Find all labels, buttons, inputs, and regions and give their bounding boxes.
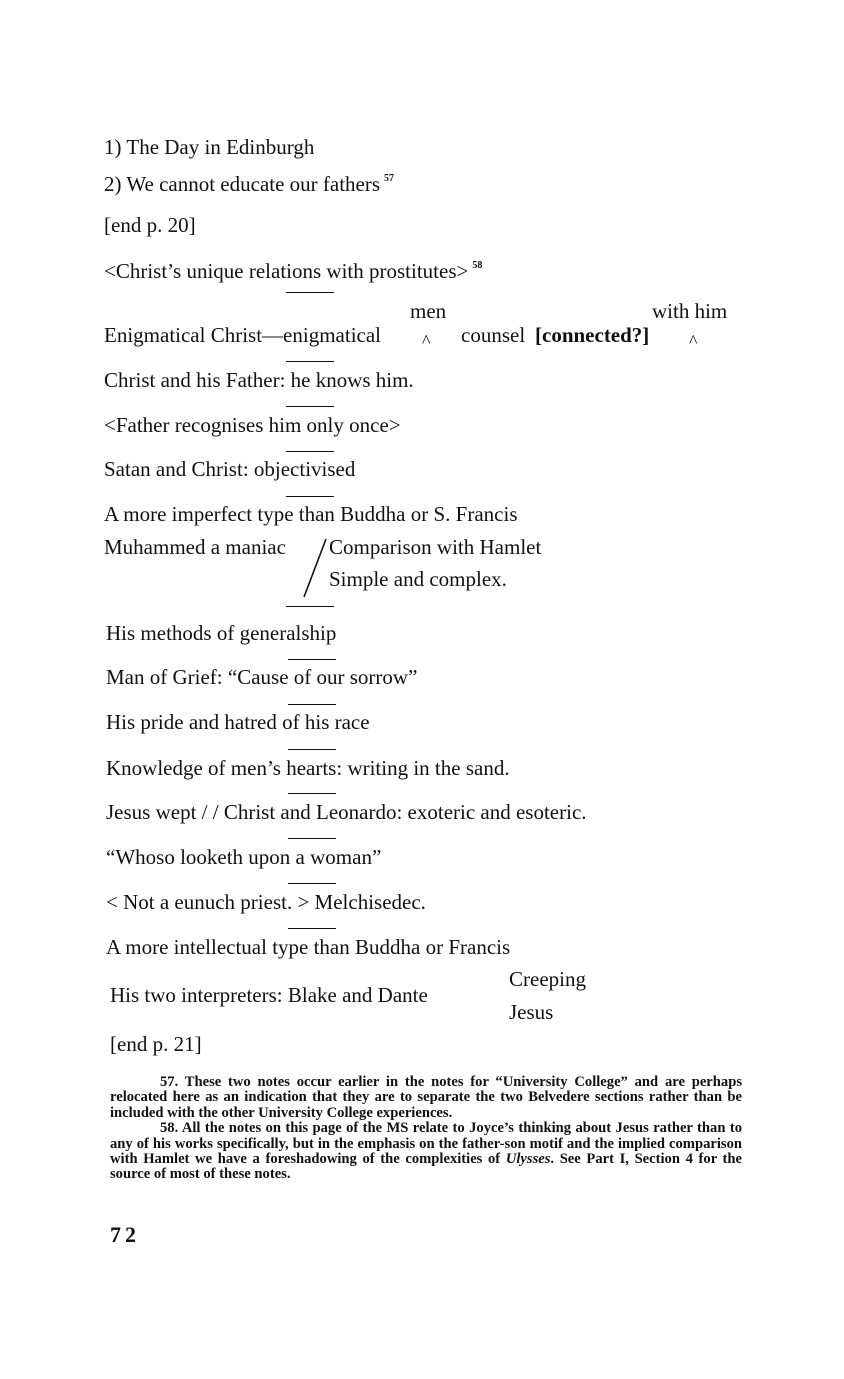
section-separator: [288, 704, 336, 705]
section-separator: [288, 883, 336, 884]
footnote-58-title: Ulysses: [505, 1151, 551, 1168]
insertion-with-him: with him: [652, 299, 728, 323]
whoso-line: “Whoso looketh upon a woman”: [106, 845, 382, 869]
father-line: Christ and his Father: he knows him.: [104, 368, 414, 392]
creeping-line: Creeping: [509, 967, 586, 991]
section-separator: [286, 606, 334, 607]
section-separator: [286, 451, 334, 452]
recognises-line: <Father recognises him only once>: [104, 413, 401, 437]
end-page-21-marker: [end p. 21]: [110, 1032, 202, 1056]
section-separator: [288, 838, 336, 839]
enigmatical-text-b: counsel: [461, 323, 526, 347]
section-separator: [288, 659, 336, 660]
caret-mark: ^: [689, 331, 698, 351]
footnote-57: 57. These two notes occur earlier in the notes for “University College” and are perhaps relocated here as an indication that they are to separate the two Belvedere sections rather than be included with the other University College experiences.: [110, 1074, 742, 1121]
editorial-query: [connected?]: [535, 323, 650, 347]
list-item-2: [104, 166, 394, 197]
slash-mark: [302, 536, 328, 600]
imperfect-line: A more imperfect type than Buddha or S. Francis: [104, 502, 518, 526]
eunuch-line: < Not a eunuch priest. > Melchisedec.: [106, 890, 426, 914]
methods-line: His methods of generalship: [106, 621, 337, 645]
footnote-ref-57: 57: [384, 173, 395, 184]
section-separator: [288, 793, 336, 794]
insertion-men: men: [410, 299, 447, 323]
list-item-1: 1) The Day in Edinburgh: [104, 135, 315, 159]
comparison-line: Comparison with Hamlet: [329, 535, 542, 559]
list-item-2-text: 2) We cannot educate our fathers: [104, 172, 381, 196]
end-page-20-marker: [end p. 20]: [104, 213, 196, 237]
footnotes: [110, 1075, 742, 1183]
page-number: 72: [110, 1222, 140, 1247]
wept-line: Jesus wept / / Christ and Leonardo: exoteric and esoteric.: [106, 800, 587, 824]
section-separator: [286, 292, 334, 293]
section-separator: [288, 749, 336, 750]
muhammed-line: Muhammed a maniac: [104, 535, 286, 559]
christ-unique-text: <Christ’s unique relations with prostitutes>: [104, 259, 469, 283]
footnote-58-text-b: . See Part I, Section 4 for the source of most of these notes.: [110, 1151, 743, 1183]
footnote-58-text-a: 58. All the notes on this page of the MS relate to Joyce’s thinking about Jesus rather than to any of his works specifically, but in the emphasis on the father-son motif and the implied comparison with Hamlet we have a foreshadowing of the complexities of: [110, 1120, 742, 1168]
section-separator: [286, 406, 334, 407]
enigmatical-text-a: Enigmatical Christ—enigmatical: [104, 323, 382, 347]
simple-line: Simple and complex.: [329, 567, 507, 591]
interpreters-line: His two interpreters: Blake and Dante: [110, 983, 428, 1007]
section-separator: [286, 496, 334, 497]
satan-line: Satan and Christ: objectivised: [104, 457, 356, 481]
section-separator: [288, 928, 336, 929]
footnote-ref-58: 58: [472, 260, 483, 271]
caret-mark: ^: [422, 331, 431, 351]
footnote-58: [110, 1121, 742, 1183]
knowledge-line: Knowledge of men’s hearts: writing in the sand.: [106, 756, 510, 780]
christ-unique-line: [104, 253, 482, 284]
jesus-line: Jesus: [509, 1000, 554, 1024]
pride-line: His pride and hatred of his race: [106, 710, 370, 734]
grief-line: Man of Grief: “Cause of our sorrow”: [106, 665, 418, 689]
intellectual-line: A more intellectual type than Buddha or Francis: [106, 935, 511, 959]
section-separator: [286, 361, 334, 362]
